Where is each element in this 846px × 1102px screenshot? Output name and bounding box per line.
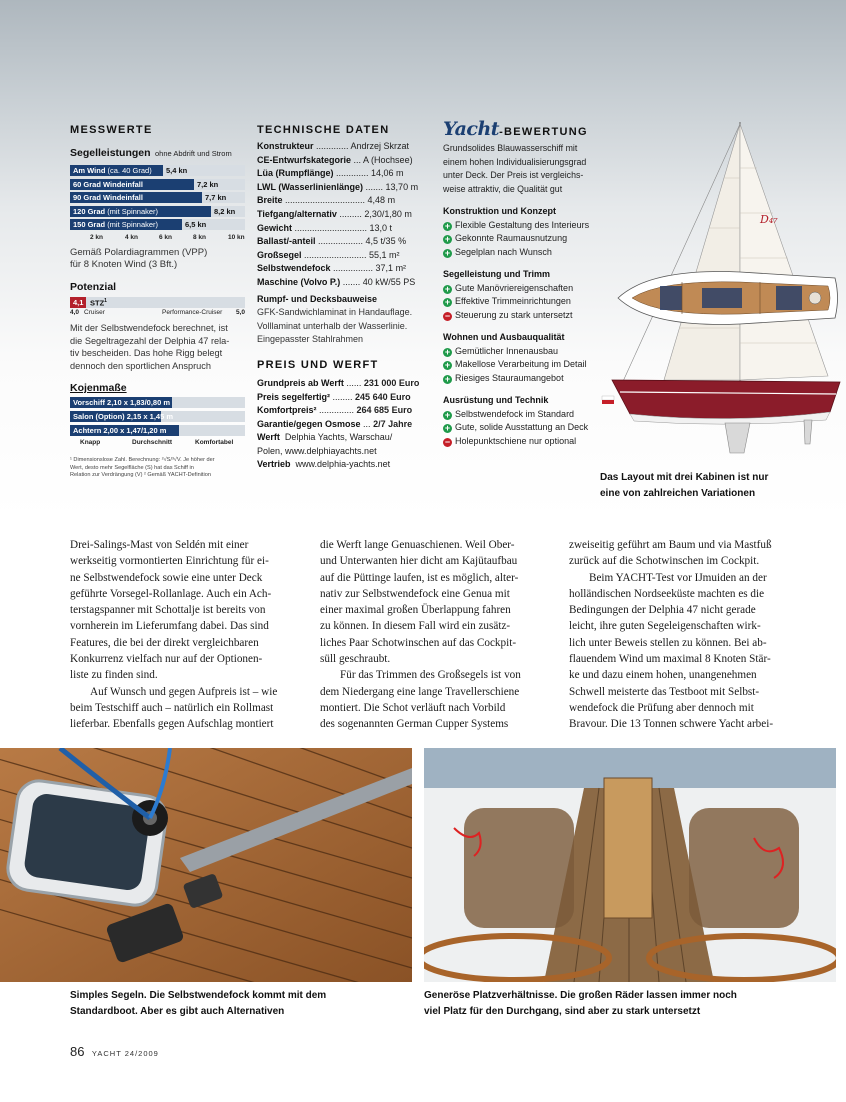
speed-bar-label: 150 Grad (mit Spinnaker) [73,220,159,230]
speed-axis-tick: 2 kn [90,233,104,241]
tech-table [257,140,435,290]
photo-left-caption [70,988,410,1019]
speed-bar-label: Am Wind (ca. 40 Grad) [73,166,152,175]
article-line: zurück auf die Schotwinschen im Cockpit. [569,555,760,568]
potenzial-title: Potenzial [70,280,117,293]
tech-row [257,140,435,154]
speed-bar-note: (mit Spinnaker) [107,220,159,230]
keel [725,423,750,453]
kojen-bar-row [70,397,250,409]
speed-bar-value: 5,4 kn [166,166,188,175]
bewertung-intro-line: unter Deck. Der Preis ist vergleichs- [443,170,584,181]
scale-right: 5,0 [235,308,245,316]
flag [602,396,614,404]
article-line: des sogenannten German Cupper Systems [320,718,509,731]
preis-row-label: Komfortpreis² [257,405,317,416]
article-line: terstagspanner mit Schottalje ist bereits von [70,604,266,617]
sail-logo: D₄₇ [760,213,778,226]
bewertung-group-title: Segelleistung und Trimm [443,269,551,280]
tech-row-value: 13,70 m [385,181,419,192]
tech-row-dots: ....... [363,181,386,192]
tech-row [257,262,435,276]
preis-row-value: 2/7 Jahre [373,418,413,429]
preis-row-dots: ........ [330,391,356,402]
plus-icon: + [444,220,451,231]
article-line: liches Paar Schotwinschen auf das Cockpit- [320,636,517,649]
preis-row-label: Grundpreis ab Werft [257,377,344,388]
article-line: zweiseitig geführt am Baum und via Mastfuß [569,539,772,551]
tech-row-label: LWL (Wasserlinienlänge) [257,181,364,192]
tech-row [257,249,435,263]
article-line: auf die Püttinge laufen, ist es möglich, alter- [320,571,519,584]
tech-row-label: Konstrukteur [257,141,314,151]
photo-right-caption-line: viel Platz für den Durchgang, sind aber zu stark untersetzt [424,1005,701,1017]
speed-bar-row [70,192,250,204]
kojen-axis-label: Komfortabel [195,439,234,447]
bau-line: GFK-Sandwichlaminat in Handauflage. [257,307,413,318]
kojen-axis-label: Durchschnitt [132,439,173,447]
preis-row-label: Garantie/gegen Osmose [257,418,361,429]
bewertung-intro-line: Grundsolides Blauwasserschiff mit [443,143,578,153]
bewertung-item-text: Segelplan nach Wunsch [455,246,552,257]
article-line: und Unterwanten hier dicht am Kajütaufbau [320,555,518,568]
jib-sail [664,124,740,380]
article-line: zu können. In diesem Fall wird ein zusätz- [320,620,511,633]
article-line: leicht, ihre guten Segeleigenschaften wirk- [569,620,761,633]
tech-row [257,167,435,181]
speed-axis-tick: 10 kn [228,233,245,241]
article-column-3 [569,537,805,733]
messwerte-column [70,124,250,480]
polar-note: Gemäß Polardiagrammen (VPP) [70,246,208,258]
magazine-issue: YACHT 24/2009 [91,1049,159,1058]
bewertung-group-title: Konstruktion und Konzept [443,206,556,217]
tech-row-label: Maschine (Volvo P.) [257,276,341,287]
preis-row-dots: ... [360,418,374,429]
article-line: einer maximal großen Überlappung fahren [320,604,511,617]
article-line: flauendem Wind um maximal 8 Knoten Stär- [569,653,771,666]
article-line: lich unter Beweis stellen zu können. Bei ab- [569,636,767,649]
bau-line: Volllaminat unterhalb der Wasserlinie. [257,320,408,331]
tech-row-dots: ....... [340,276,363,287]
potenzial-text-line: dennoch den sportlichen Anspruch [70,360,211,371]
speed-bar-note: (mit Spinnaker) [107,206,159,216]
article-line: montiert. Die Schot verläuft nach Vorbild [320,701,506,714]
speed-bar-row [70,219,250,231]
preis-row [257,391,435,405]
bewertung-item-text: Makellose Verarbeitung im Detail [455,359,587,370]
article-line: Schwell meisterte das Testboot mit Selbst- [569,685,760,698]
technik-column [257,124,435,472]
plus-icon: + [444,346,451,357]
potenzial-text-line: Mit der Selbstwendefock berechnet, ist [70,322,228,333]
tech-row-dots: ............. [333,168,372,179]
minus-icon: − [444,310,451,321]
bewertung-item-text: Holepunktschiene nur optional [455,435,577,446]
article-line: liste zu finden sind. [70,669,158,682]
preis-row-value: 245 640 Euro [355,391,411,402]
photo-left-caption-line: Simples Segeln. Die Selbstwendefock kommt mit dem [70,990,327,1001]
article-line: geführte Vorsegel-Rollanlage. Auch ein Ach- [70,587,272,600]
bewertung-group-title: Ausrüstung und Technik [443,395,549,406]
bewertung-item-text: Gute, solide Ausstattung an Deck [455,422,589,433]
bewertung-intro-line: einem hohen Individualisierungsgrad [443,156,587,167]
article-line: beim Testschiff auch – natürlich ein Rollmast [70,701,274,714]
photo-left-caption-line: Standardboot. Aber es gibt auch Alternativen [70,1005,285,1017]
speed-bar-row [70,179,250,191]
layout-plan [618,272,838,325]
speed-axis-tick: 6 kn [159,233,173,241]
plus-icon: + [444,283,451,294]
kojen-bar-label: Salon (Option) 2,15 x 1,45 m [73,411,174,421]
tech-row-value: Andrzej Skrzat [350,141,410,151]
tech-row-value: 4,48 m [367,195,396,206]
tech-row-dots: ... [351,154,364,165]
tech-row [257,222,435,236]
plus-icon: + [444,234,451,245]
speed-bar-note: (ca. 40 Grad) [107,166,152,175]
tech-row [257,181,435,195]
tech-row-label: Lüa (Rumpflänge) [257,168,334,179]
diagram-caption [600,470,840,502]
article-line: dem Niedergang eine lange Travellerschiene [320,685,520,698]
kojen-bar-row [70,411,250,423]
plus-icon: + [444,423,451,434]
technik-heading: TECHNISCHE DATEN [257,124,390,136]
tech-row-dots: .................. [315,236,366,247]
article-line: Features, die bei der direkt vergleichbaren [70,636,259,649]
speed-bar-label: 90 Grad Windeinfall [73,193,143,203]
photo-deck-selbstwendefock [0,748,412,982]
article-line: werkseitig vormontierten Einrichtung für ei- [70,555,269,568]
preis-row-label: Preis segelfertig² [257,391,331,402]
plus-icon: + [444,409,451,420]
preis-row-value: 264 685 Euro [356,405,413,416]
speed-axis [70,233,245,243]
bau-title: Rumpf- und Decksbauweise [257,293,378,304]
yacht-logo: Yacht [443,118,500,140]
plus-icon: + [444,297,451,308]
preis-table [257,377,435,431]
rudder [804,420,812,444]
kojen-bar-chart [70,397,250,436]
speed-bar-row [70,165,250,177]
article-line: süll geschraubt. [320,653,391,666]
bewertung-item-text: Gekonnte Raumausnutzung [455,233,568,244]
article-column-1 [70,537,310,733]
speed-bar-chart [70,165,250,231]
bewertung-group-title: Wohnen und Ausbauqualität [443,332,565,343]
tech-row [257,194,435,208]
vertrieb-label: Vertrieb [257,459,291,470]
kojen-axis-label: Knapp [80,439,101,447]
bewertung-heading: -BEWERTUNG [499,126,588,138]
page-number: 86 [70,1044,85,1059]
plus-icon: + [444,247,451,258]
bewertung-item-text: Gemütlicher Innenausbau [455,345,559,356]
vertrieb-value: www.delphia-yachts.net [295,459,391,470]
bewertung-item-text: Riesiges Stauraumangebot [455,372,564,383]
article-line: Bravour. Die 13 Tonnen schwere Yacht arbei- [569,718,774,731]
tech-row [257,276,435,290]
article-line: Beim YACHT-Test vor IJmuiden an der [589,571,767,584]
kojen-title: Kojenmaße [70,382,127,395]
speed-bar-row [70,206,250,218]
scale-right-label: Performance-Cruiser [162,308,223,316]
bewertung-item-text: Effektive Trimmeinrichtungen [455,296,571,307]
article-line: ne Selbstwendefock sowie eine unter Deck [70,571,263,584]
segelleistungen-note: ohne Abdrift und Strom [154,149,232,158]
article-line: Bedingungen der Delphia 47 nicht gerade [569,604,756,617]
tech-row-value: 2,30/1,80 m [364,208,412,219]
tech-row-label: Großsegel [257,249,302,260]
preis-row [257,418,435,432]
preis-row [257,377,435,391]
speed-bar-value: 6,5 kn [185,220,207,230]
article-line: vornherein im Lieferumfang dabei. Das sind [70,620,269,633]
article-line: wendefock die Prüfung aber dennoch mit [569,701,754,714]
potenzial-text-line: tiv bescheiden. Das hohe Rigg belegt [70,348,223,359]
polar-note-2: für 8 Knoten Wind (3 Bft.) [70,259,178,271]
footnote-2: Wert, desto mehr Segelfläche (S) hat das Schiff in [70,464,194,471]
article-line: ke und dazu einem hohen, unangenehmen [569,669,757,682]
preis-heading: PREIS UND WERFT [257,358,379,371]
tech-row-value: 14,06 m [371,168,404,179]
speed-bar-value: 8,2 kn [214,206,236,216]
article-line: lieferbar. Ebenfalls gegen Aufschlag montiert [70,718,274,731]
kojen-axis [70,438,245,448]
tech-row-label: Selbstwendefock [257,263,331,274]
bewertung-item-text: Steuerung zu stark untersetzt [455,309,573,320]
tech-row-dots: ............. [313,141,351,151]
werft-value: Delphia Yachts, Warschau/ [284,432,393,443]
potenzial-sup: 1 [104,297,107,304]
messwerte-heading: MESSWERTE [70,124,153,136]
tech-row-dots: ......... [336,208,365,219]
bewertung-item-text: Flexible Gestaltung des Interieurs [455,219,590,230]
plus-icon: + [444,373,451,384]
footnote-3: Relation zur Verdrängung (V) ² Gemäß YACHT-Definition [70,472,211,479]
scale-left-label: Cruiser [84,308,105,316]
article-line: Drei-Salings-Mast von Seldén mit einer [70,539,249,551]
potenzial-bar [70,297,245,308]
werft-value-2: Polen, www.delphiayachts.net [257,445,377,456]
tech-row-value: 13,0 t [369,222,393,233]
tech-row-value: 37,1 m² [375,263,407,274]
speed-axis-tick: 4 kn [125,233,139,241]
kojen-bar-row [70,425,250,437]
kojen-bar-label: Vorschiff 2,10 x 1,83/0,80 m [73,398,170,408]
scale-left: 4,0 [70,308,80,316]
bewertung-item-text: Gute Manövriereigenschaften [455,282,574,293]
article-line: holländischen Nordseeküste machten es die [569,587,765,600]
minus-icon: − [444,436,451,447]
page-footer [70,1043,159,1061]
tech-row [257,208,435,222]
photo-cockpit-wheels [424,748,836,982]
article-line: Für das Trimmen des Großsegels ist von [340,669,521,682]
tech-row-label: Gewicht [257,222,293,233]
tech-row-label: CE-Entwurfskategorie [257,154,352,165]
werft-label: Werft [257,432,280,443]
article-line: nativ zur Selbstwendefock eine Genua mit [320,587,510,600]
bewertung-intro-line: weise attraktiv, die Qualität gut [443,183,563,194]
preis-row [257,404,435,418]
kojen-bar-label: Achtern 2,00 x 1,47/1,20 m [73,425,167,435]
tech-row [257,235,435,249]
tech-row-dots: ......................... [301,249,370,260]
potenzial-value: 4,1 [73,297,84,307]
sailboat-diagram [590,118,846,468]
tech-row-value: 55,1 m² [369,249,400,260]
article-line: Auf Wunsch und gegen Aufpreis ist – wie [90,685,278,698]
preis-row-dots: ...... [343,377,364,388]
tech-row-dots: ................................ [282,195,368,206]
footnote-1: ¹ Dimensionslose Zahl. Berechnung: ²√S/³√V. Je höher der [70,457,215,464]
tech-row-label: Breite [257,195,283,206]
speed-bar-value: 7,2 kn [197,179,219,189]
article-line: die Werft lange Genuaschienen. Weil Ober- [320,539,515,551]
tech-row [257,154,435,168]
speed-bar-label: 120 Grad (mit Spinnaker) [73,206,159,216]
main-sail [740,124,828,380]
article-line: Konkurrenz vielfach nur auf der Optionen- [70,653,263,666]
bewertung-item-text: Selbstwendefock im Standard [455,408,575,419]
tech-row-value: 40 kW/55 PS [362,276,416,287]
photo-right-caption-line: Generöse Platzverhältnisse. Die großen Räder lassen immer noch [424,990,737,1001]
tech-row-value: 4,5 t/35 % [365,236,407,247]
speed-axis-tick: 8 kn [193,233,207,241]
tech-row-label: Ballast/-anteil [257,236,316,247]
preis-row-dots: .............. [316,405,357,416]
segelleistungen-title: Segelleistungen [70,147,151,159]
potenzial-scale [70,309,245,319]
photo-right-caption [424,988,824,1019]
diagram-caption-line: eine von zahlreichen Variationen [600,488,756,499]
speed-bar-value: 7,7 kn [205,193,227,203]
potenzial-label: STZ [90,298,105,308]
tech-row-value: A (Hochsee) [363,154,413,165]
hull [612,380,840,419]
plus-icon: + [444,360,451,371]
preis-row-value: 231 000 Euro [363,377,420,388]
article-column-2 [320,537,554,733]
bau-line: Eingepasster Stahlrahmen [257,334,364,345]
speed-bar-label: 60 Grad Windeinfall [73,179,143,189]
potenzial-text [70,322,250,372]
potenzial-text-line: die Segeltragezahl der Delphia 47 rela- [70,335,230,346]
diagram-caption-line: Das Layout mit drei Kabinen ist nur [600,472,769,483]
tech-row-label: Tiefgang/alternativ [257,208,337,219]
tech-row-dots: ............................. [292,222,370,233]
tech-row-dots: ................ [330,263,376,274]
